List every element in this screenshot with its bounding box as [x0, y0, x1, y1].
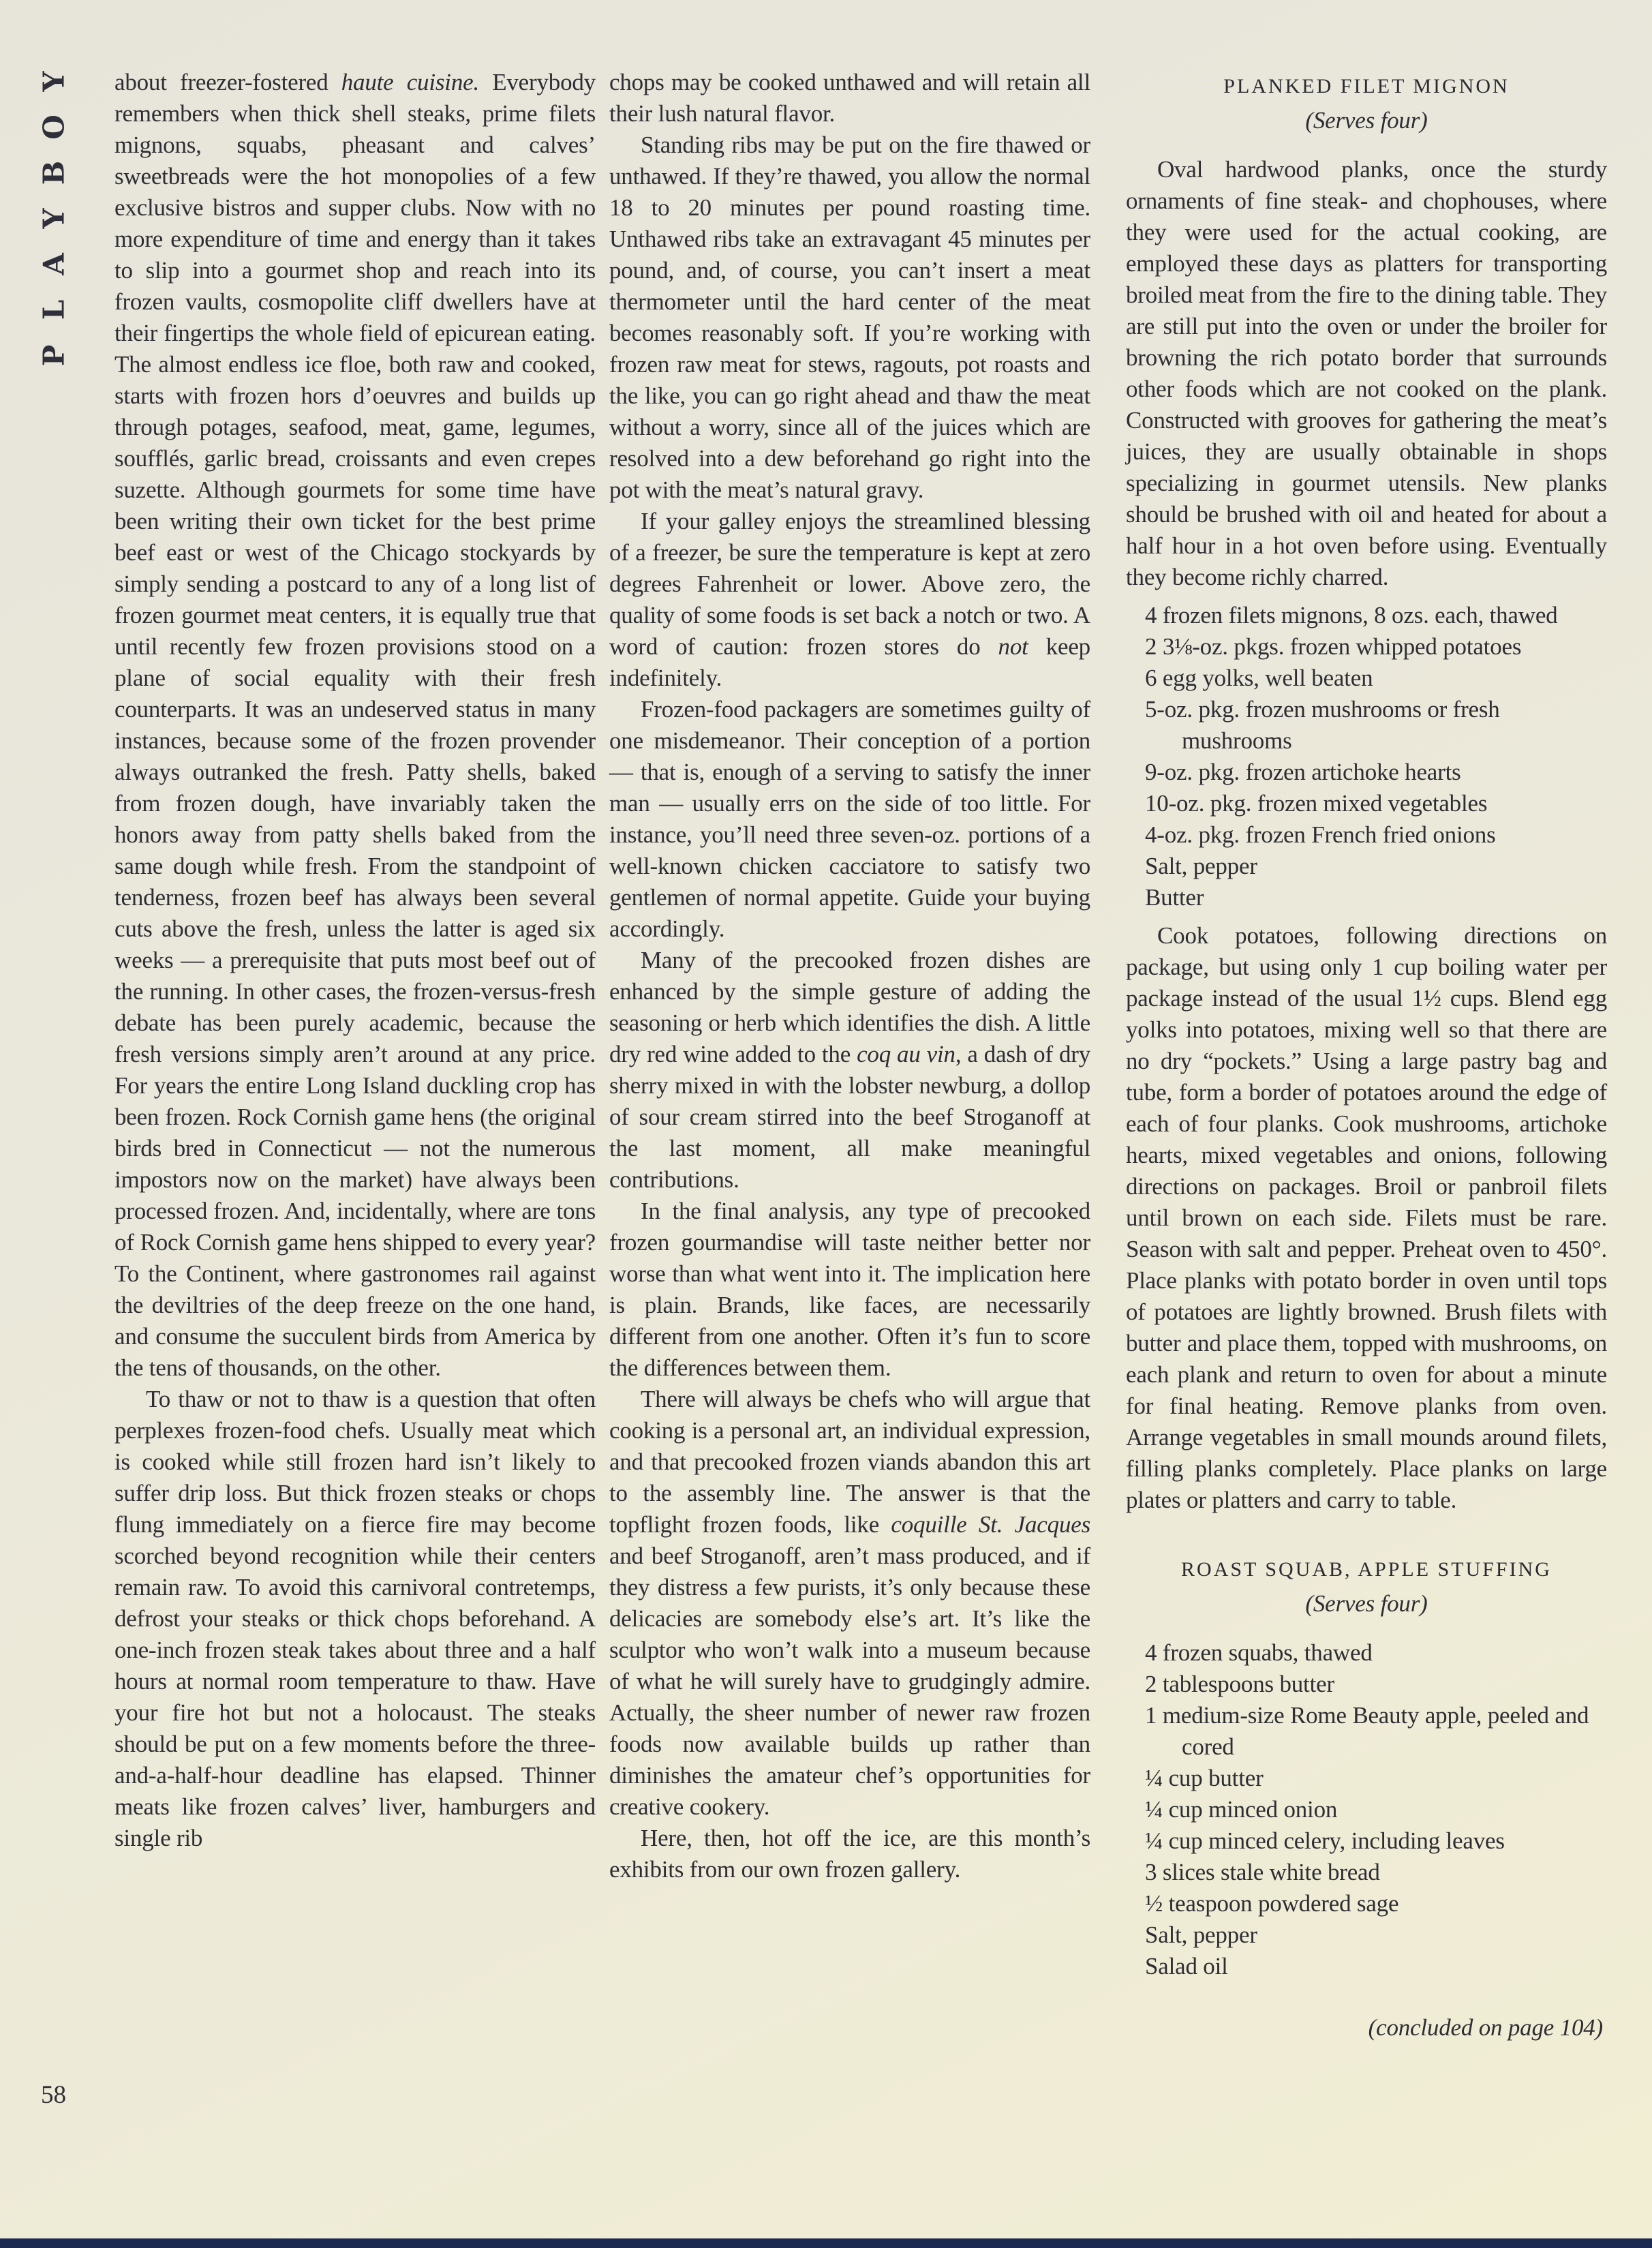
- text-segment: about freezer-fostered: [114, 69, 341, 95]
- text-segment: Everybody remembers when thick shell steaks, prime filets mignons, squabs, pheasant and calves’ sweetbreads were the hot monopolies of a few exclusive bistros and supper clubs. Now with no more expenditure of time and energy than it takes to slip into a gourmet shop and reach into its frozen vaults, cosmopolite cliff dwellers have at their fingertips the whole field of epicurean eating. The almost endless ice floe, both raw and cooked, starts with frozen hors d’oeuvres and builds up through potages, seafood, meat, game, legumes, soufflés, garlic bread, croissants and even crepes suzette. Although gourmets for some time have been writing their own ticket for the best prime beef east or west of the Chicago stockyards by simply sending a postcard to any of a long list of frozen gourmet meat centers, it is equally true that until recently few frozen provisions stood on a plane of social equality with their fresh counterparts. It was an undeserved status in many instances, because some of the frozen provender always outranked the fresh. Patty shells, baked from frozen dough, have invariably taken the honors away from patty shells baked from the same dough while fresh. From the standpoint of tenderness, frozen beef has always been several cuts above the fresh, unless the latter is aged six weeks — a prerequisite that puts most beef out of the running. In other cases, the frozen-versus-fresh debate has been purely academic, because the fresh versions simply aren’t around at any price. For years the entire Long Island duckling crop has been frozen. Rock Cornish game hens (the original birds bred in Connecticut — not the numerous impostors now on the market) have always been processed frozen. And, incidentally, where are tons of Rock Cornish game hens shipped to every year? To the Continent, where gastronomes rail against the deviltries of the deep freeze on the one hand, and consume the succulent birds from America by the tens of thousands, on the other.: [114, 69, 596, 1381]
- recipe-serves: (Serves four): [1305, 1590, 1428, 1617]
- text-segment: Cook potatoes, following directions on package, but using only 1 cup boiling water per package instead of the usual 1½ cups. Blend egg yolks into potatoes, mixing well so that there are no dry “pockets.” Using a large pastry bag and tube, form a border of potatoes around the edge of each of four planks. Cook mushrooms, artichoke hearts, mixed vegetables and onions, following directions on packages. Broil or panbroil filets until brown on each side. Filets must be rare. Season with salt and pepper. Preheat oven to 450°. Place planks with potato border in oven until tops of potatoes are lightly browned. Brush filets with butter and place them, topped with mushrooms, on each plank and return to oven for about a minute for final heating. Remove planks from oven. Arrange vegetables in small mounds around filets, filling planks completely. Place planks on large plates or platters and carry to table.: [1126, 922, 1607, 1513]
- italic-text-segment: coq au vin: [857, 1041, 955, 1067]
- text-segment: keep indefinitely.: [609, 633, 1090, 691]
- ingredient-item: 2 tablespoons butter: [1145, 1671, 1334, 1697]
- ingredient-item: Salt, pepper: [1145, 853, 1257, 879]
- ingredient-item: 9-oz. pkg. frozen artichoke hearts: [1145, 759, 1461, 785]
- recipe: [1126, 1554, 1607, 1982]
- paragraph: [609, 67, 1090, 130]
- text-segment: Frozen-food packagers are sometimes guilty of one misdemeanor. Their conception of a portion — that is, enough of a serving to satisfy the inner man — usually errs on the side of too little. For instance, you’ll need three seven-oz. portions of a well-known chicken cacciatore to satisfy two gentlemen of normal appetite. Guide your buying accordingly.: [609, 696, 1090, 942]
- italic-text-segment: not: [998, 633, 1028, 660]
- paragraph: [1126, 920, 1607, 1516]
- spine-letter: P: [37, 344, 71, 367]
- ingredient-item: Salt, pepper: [1145, 1922, 1257, 1948]
- continued-on-page-note: (concluded on page 104): [1368, 2014, 1603, 2041]
- italic-text-segment: coquille St. Jacques: [891, 1511, 1090, 1538]
- ingredient-list: [1126, 1637, 1607, 1982]
- text-segment: Here, then, hot off the ice, are this month’s exhibits from our own frozen gallery.: [609, 1825, 1090, 1883]
- text-segment: and beef Stroganoff, aren’t mass produced, and if they distress a few purists, it’s only because these delicacies are somebody else’s art. It’s like the sculptor who won’t walk into a museum because of what he will surely have to grudgingly admire. Actually, the sheer number of newer raw frozen foods now available builds up rather than diminishes the amateur chef’s opportunities for creative cookery.: [609, 1543, 1090, 1820]
- ingredient-item: 2 3⅛-oz. pkgs. frozen whipped potatoes: [1145, 633, 1522, 660]
- ingredient-item: 5-oz. pkg. frozen mushrooms or fresh mushrooms: [1145, 696, 1500, 754]
- ingredient-item: ¼ cup minced celery, including leaves: [1145, 1827, 1505, 1854]
- ingredient-item: Salad oil: [1145, 1953, 1228, 1979]
- spine-letter: B: [37, 160, 71, 185]
- paragraph: [609, 1196, 1090, 1384]
- page-bottom-bleed-bar: [0, 2238, 1652, 2248]
- ingredient-list: [1126, 600, 1607, 913]
- spine-letter: O: [37, 115, 71, 140]
- ingredient-item: 3 slices stale white bread: [1145, 1859, 1380, 1885]
- paragraph: [609, 1384, 1090, 1823]
- text-segment: Oval hardwood planks, once the sturdy ornaments of fine steak- and chophouses, where they were used for the actual cooking, are employed these days as platters for transporting broiled meat from the fire to the dining table. They are still put into the oven or under the broiler for browning the rich potato border that surrounds other foods which are not cooked on the plank. Constructed with grooves for gathering the meat’s juices, they are usually obtainable in shops specializing in gourmet utensils. New planks should be brushed with oil and heated for about a half hour in a hot oven before using. Eventually they become richly charred.: [1126, 156, 1607, 590]
- text-segment: , a dash of dry sherry mixed in with the lobster newburg, a dollop of sour cream stirred into the beef Stroganoff at the last moment, all make meaningful contributions.: [609, 1041, 1090, 1193]
- paragraph: [609, 1823, 1090, 1885]
- paragraph: [1126, 154, 1607, 593]
- text-segment: There will always be chefs who will argue that cooking is a personal art, an individual expression, and that precooked frozen viands abandon this art to the assembly line. The answer is that the topflight frozen foods, like: [609, 1386, 1090, 1538]
- text-column-2: [609, 67, 1090, 1885]
- page-number: 58: [41, 2081, 66, 2109]
- paragraph: [609, 694, 1090, 945]
- spine-letter: Y: [37, 208, 71, 229]
- ingredient-item: Butter: [1145, 884, 1204, 911]
- text-segment: Standing ribs may be put on the fire thawed or unthawed. If they’re thawed, you allow the normal 18 to 20 minutes per pound roasting time. Unthawed ribs take an extravagant 45 minutes per pound, and, of course, you can’t insert a meat thermometer until the hard center of the meat becomes reasonably soft. If you’re working with frozen raw meat for stews, ragouts, pot roasts and the like, you can go right ahead and thaw the meat without a worry, since all of the juices which are resolved into a dew beforehand go right into the pot with the meat’s natural gravy.: [609, 132, 1090, 503]
- text-segment: Many of the precooked frozen dishes are enhanced by the simple gesture of adding the seasoning or herb which identifies the dish. A little dry red wine added to the: [609, 947, 1090, 1067]
- ingredient-item: ¼ cup butter: [1145, 1765, 1264, 1791]
- paragraph: [609, 506, 1090, 694]
- text-column-1: [114, 67, 596, 1854]
- paragraph: [609, 945, 1090, 1196]
- paragraph: [609, 130, 1090, 506]
- recipe-title: PLANKED FILET MIGNON: [1223, 75, 1510, 97]
- ingredient-item: ¼ cup minced onion: [1145, 1796, 1338, 1823]
- text-segment: In the final analysis, any type of precooked frozen gourmandise will taste neither better nor worse than what went into it. The implication here is plain. Brands, like faces, are necessarily different from one another. Often it’s fun to score the differences between them.: [609, 1198, 1090, 1381]
- text-segment: To thaw or not to thaw is a question that often perplexes frozen-food chefs. Usually meat which is cooked while still frozen hard isn’t likely to suffer drip loss. But thick frozen steaks or chops flung immediately on a fierce fire may become scorched beyond recognition while their centers remain raw. To avoid this carnivoral contretemps, defrost your steaks or thick chops beforehand. A one-inch frozen steak takes about three and a half hours at normal room temperature to thaw. Have your fire hot but not a holocaust. The steaks should be put on a few moments before the three-and-a-half-hour deadline has elapsed. Thinner meats like frozen calves’ liver, hamburgers and single rib: [114, 1386, 596, 1851]
- recipe: [1126, 71, 1607, 1516]
- ingredient-item: 4 frozen squabs, thawed: [1145, 1639, 1373, 1666]
- recipe-serves: (Serves four): [1305, 107, 1428, 134]
- recipe-column: [1126, 67, 1607, 2044]
- paragraph: [114, 1384, 596, 1854]
- ingredient-item: 1 medium-size Rome Beauty apple, peeled and cored: [1145, 1702, 1589, 1760]
- text-segment: chops may be cooked unthawed and will retain all their lush natural flavor.: [609, 69, 1090, 127]
- italic-text-segment: haute cuisine.: [341, 69, 479, 95]
- spine-letter: A: [37, 253, 71, 275]
- spine-letter: L: [37, 299, 71, 320]
- ingredient-item: 10-oz. pkg. frozen mixed vegetables: [1145, 790, 1488, 817]
- spine-letter: Y: [37, 71, 71, 92]
- ingredient-item: 6 egg yolks, well beaten: [1145, 665, 1373, 691]
- ingredient-item: ½ teaspoon powdered sage: [1145, 1890, 1399, 1917]
- recipe-title: ROAST SQUAB, APPLE STUFFING: [1181, 1558, 1552, 1581]
- ingredient-item: 4 frozen filets mignons, 8 ozs. each, thawed: [1145, 602, 1558, 628]
- ingredient-item: 4-oz. pkg. frozen French fried onions: [1145, 821, 1496, 848]
- paragraph: [114, 67, 596, 1384]
- magazine-spine-title: [27, 59, 80, 378]
- text-segment: If your galley enjoys the streamlined blessing of a freezer, be sure the temperature is kept at zero degrees Fahrenheit or lower. Above zero, the quality of some foods is set back a notch or two. A word of caution: frozen stores do: [609, 508, 1090, 660]
